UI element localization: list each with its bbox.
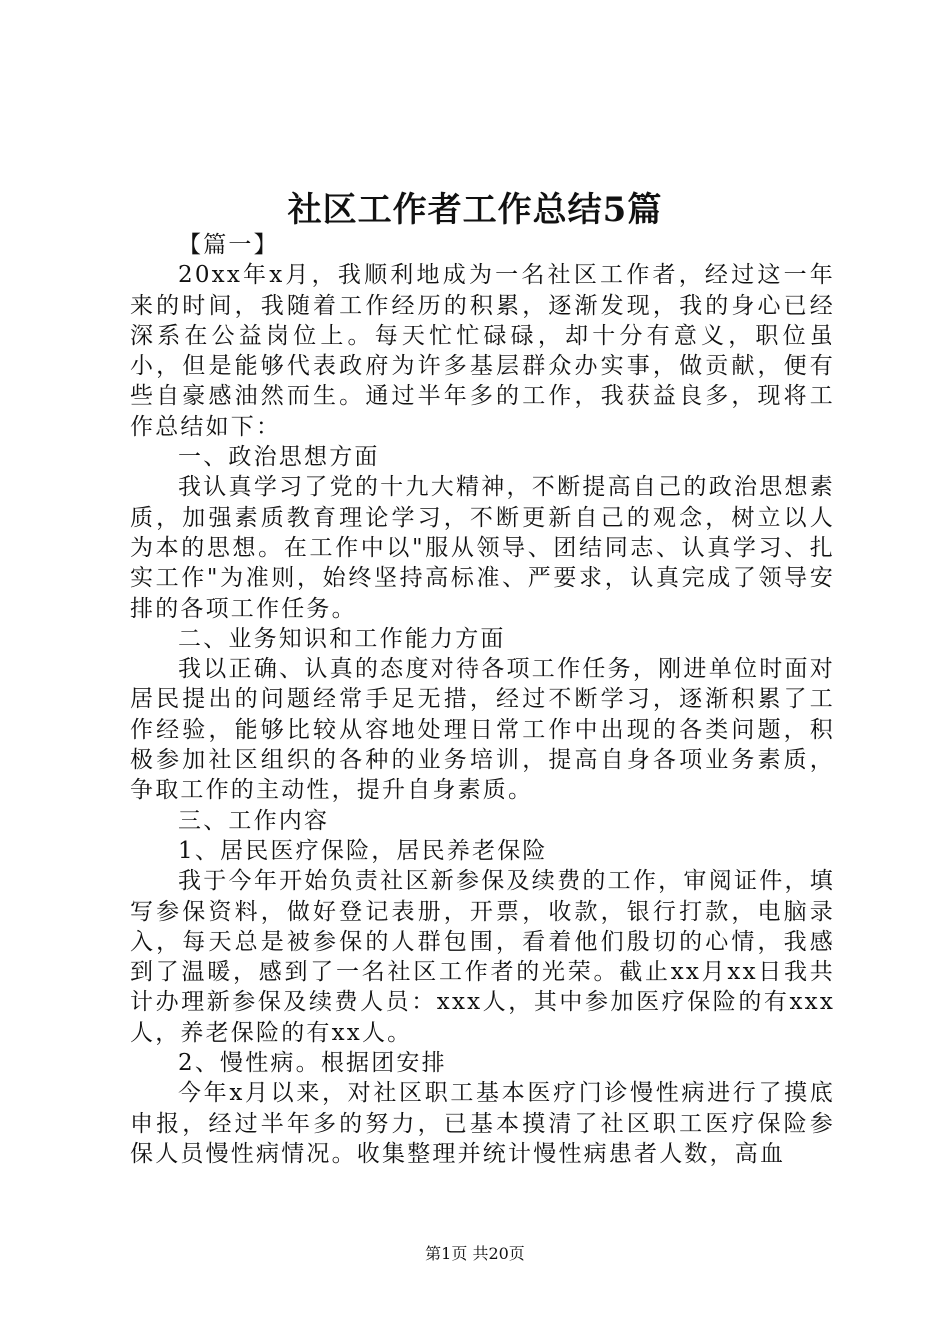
section-heading: 一、政治思想方面 (178, 444, 380, 471)
subsection-heading: 1、居民医疗保险，居民养老保险 (178, 837, 548, 864)
document-body (130, 230, 835, 1169)
page-number: 第1页 共20页 (425, 1244, 525, 1263)
paragraph: 今年x月以来，对社区职工基本医疗门诊慢性病进行了摸底申报，经过半年多的努力，已基本摸清了社区职工医疗保险参保人员慢性病情况。收集整理并统计慢性病患者人数，高血 (130, 1080, 835, 1167)
paragraph: 我以正确、认真的态度对待各项工作任务，刚进单位时面对居民提出的问题经常手足无措，经过不断学习，逐渐积累了工作经验，能够比较从容地处理日常工作中出现的各类问题，积极参加社区组织的各种的业务培训，提高自身各项业务素质，争取工作的主动性，提升自身素质。 (130, 656, 835, 804)
subsection-heading: 2、慢性病。根据团安排 (178, 1050, 447, 1077)
section-label: 【篇一】 (178, 232, 279, 258)
document-title: 社区工作者工作总结5篇 (287, 190, 663, 230)
section-heading: 三、工作内容 (178, 807, 330, 834)
paragraph: 我于今年开始负责社区新参保及续费的工作，审阅证件，填写参保资料，做好登记表册，开票，收款，银行打款，电脑录入，每天总是被参保的人群包围，看着他们殷切的心情，我感到了温暖，感到了一名社区工作者的光荣。截止xx月xx日我共计办理新参保及续费人员：xxx人，其中参加医疗保险的有xxx人，养老保险的有xx人。 (130, 868, 835, 1046)
paragraph: 我认真学习了党的十九大精神，不断提高自己的政治思想素质，加强素质教育理论学习，不断更新自己的观念，树立以人为本的思想。在工作中以"服从领导、团结同志、认真学习、扎实工作"为准则，始终坚持高标准、严要求，认真完成了领导安排的各项工作任务。 (130, 474, 835, 622)
section-heading: 二、业务知识和工作能力方面 (178, 625, 506, 652)
paragraph: 20xx年x月，我顺利地成为一名社区工作者，经过这一年来的时间，我随着工作经历的积累，逐渐发现，我的身心已经深系在公益岗位上。每天忙忙碌碌，却十分有意义，职位虽小，但是能够代表政府为许多基层群众办实事，做贡献，便有些自豪感油然而生。通过半年多的工作，我获益良多，现将工作总结如下： (130, 262, 835, 440)
